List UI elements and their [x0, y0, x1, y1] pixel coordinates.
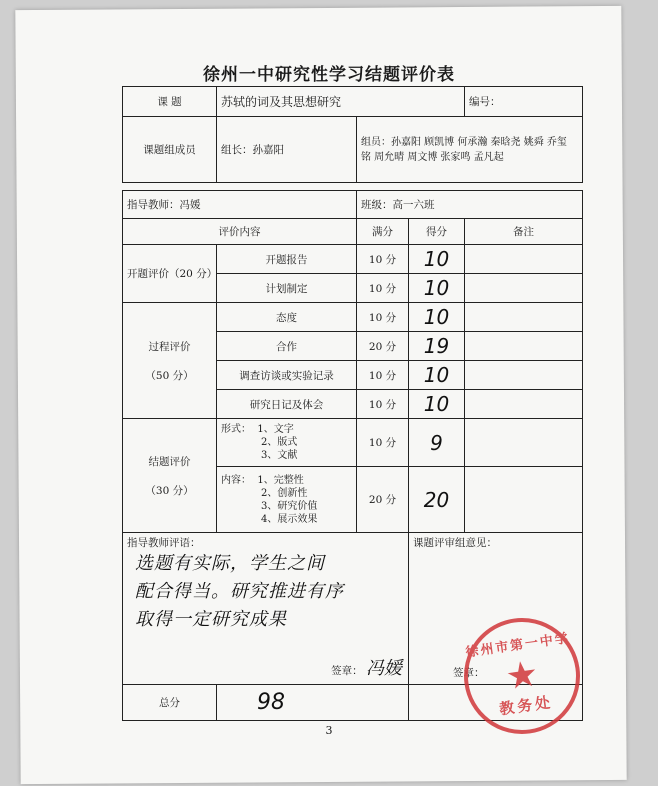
- remark-cell: [465, 390, 583, 419]
- final-form-score: 9: [409, 419, 465, 467]
- header-row: [123, 219, 583, 245]
- final-label-1: 结题评价: [148, 455, 191, 468]
- seal-dept: 教务处: [498, 693, 555, 719]
- committee-comment-label: 课题评审组意见：: [413, 537, 497, 549]
- process-item-name: 合作: [217, 332, 357, 361]
- form-head: 形式：: [221, 424, 251, 435]
- opening-item-name: 计划制定: [217, 274, 357, 303]
- header-remark: 备注: [465, 219, 583, 245]
- opening-label: 开题评价（20 分）: [123, 245, 217, 303]
- remark-cell: [465, 467, 583, 533]
- members-line-2: 铭 周允晴 周文博 张家鸣 孟凡起: [361, 151, 504, 163]
- process-label-1: 过程评价: [148, 340, 191, 353]
- teacher-comment-line-3: 取得一定研究成果: [135, 609, 287, 630]
- opening-item-score: 10: [409, 245, 465, 274]
- group-leader: [217, 117, 357, 183]
- final-label-2: （30 分）: [145, 484, 194, 497]
- header-content: 评价内容: [123, 219, 357, 245]
- process-item-full: 10 分: [357, 361, 409, 390]
- topic-row: [123, 87, 583, 117]
- form-l3: 3、文献: [261, 450, 298, 461]
- teacher-comment-line-2: 配合得当。研究推进有序: [135, 581, 344, 602]
- class-label: 班级：高一六班: [357, 191, 583, 219]
- committee-sign-label: 签章：: [453, 667, 485, 679]
- page-number: 3: [325, 724, 333, 737]
- topic-label: 课 题: [123, 87, 217, 117]
- remark-cell: [465, 274, 583, 303]
- final-content-score: 20: [409, 467, 465, 533]
- content-l1: 1、完整性: [257, 474, 304, 486]
- group-label-text: 课题组成员: [143, 144, 196, 156]
- star-icon: ★: [505, 654, 539, 696]
- seal-name: 徐州市第一中学: [464, 631, 571, 661]
- final-form-criteria: [217, 419, 357, 467]
- form-l1: 1、文字: [257, 424, 294, 435]
- total-value: 98: [217, 685, 409, 721]
- remark-cell: [465, 245, 583, 274]
- process-item-full: 10 分: [357, 303, 409, 332]
- opening-item-full: 10 分: [357, 245, 409, 274]
- group-leader-text: 组长：孙嘉阳: [221, 144, 284, 156]
- group-label: [123, 117, 217, 183]
- process-item-score: 10: [409, 361, 465, 390]
- process-item-score: 10: [409, 303, 465, 332]
- teacher-signature: 冯媛: [366, 658, 402, 679]
- final-content-full: 20 分: [357, 467, 409, 533]
- process-item-name: 调查访谈或实验记录: [217, 361, 357, 390]
- code-label: 编号：: [465, 87, 583, 117]
- process-item-full: 20 分: [357, 332, 409, 361]
- final-content-criteria: [217, 467, 357, 533]
- opening-row-1: [123, 245, 583, 274]
- process-label: [123, 303, 217, 419]
- spacer-row: [123, 183, 583, 191]
- document-title: 徐州一中研究性学习结题评价表: [203, 65, 455, 85]
- members-line-1: 组员：孙嘉阳 顾凯博 何承瀚 秦晗尧 姚舜 乔玺: [361, 136, 567, 148]
- group-members: [357, 117, 583, 183]
- header-score: 得分: [409, 219, 465, 245]
- process-item-name: 态度: [217, 303, 357, 332]
- teacher-row: [123, 191, 583, 219]
- header-full: 满分: [357, 219, 409, 245]
- teacher-comment-line-1: 选题有实际，学生之间: [135, 553, 325, 574]
- total-label: 总分: [123, 685, 217, 721]
- process-item-score: 10: [409, 390, 465, 419]
- content-l4: 4、展示效果: [261, 513, 318, 525]
- process-item-name: 研究日记及体会: [217, 390, 357, 419]
- remark-cell: [465, 303, 583, 332]
- teacher-comment-cell: [123, 533, 409, 685]
- teacher-label: 指导教师：冯媛: [123, 191, 357, 219]
- opening-item-name: 开题报告: [217, 245, 357, 274]
- final-label: [123, 419, 217, 533]
- process-row-1: [123, 303, 583, 332]
- remark-cell: [465, 332, 583, 361]
- process-label-2: （50 分）: [145, 369, 194, 382]
- final-form-full: 10 分: [357, 419, 409, 467]
- teacher-comment-label: 指导教师评语：: [127, 537, 201, 549]
- group-row: [123, 117, 583, 183]
- form-l2: 2、版式: [261, 437, 298, 448]
- content-head: 内容：: [221, 474, 251, 486]
- process-item-full: 10 分: [357, 390, 409, 419]
- opening-item-score: 10: [409, 274, 465, 303]
- content-l2: 2、创新性: [261, 487, 308, 499]
- remark-cell: [465, 361, 583, 390]
- topic-value: 苏轼的词及其思想研究: [217, 87, 465, 117]
- remark-cell: [465, 419, 583, 467]
- content-l3: 3、研究价值: [261, 500, 318, 512]
- opening-item-full: 10 分: [357, 274, 409, 303]
- teacher-sign-label: 签章：: [331, 665, 363, 677]
- process-item-score: 19: [409, 332, 465, 361]
- final-form-row: [123, 419, 583, 467]
